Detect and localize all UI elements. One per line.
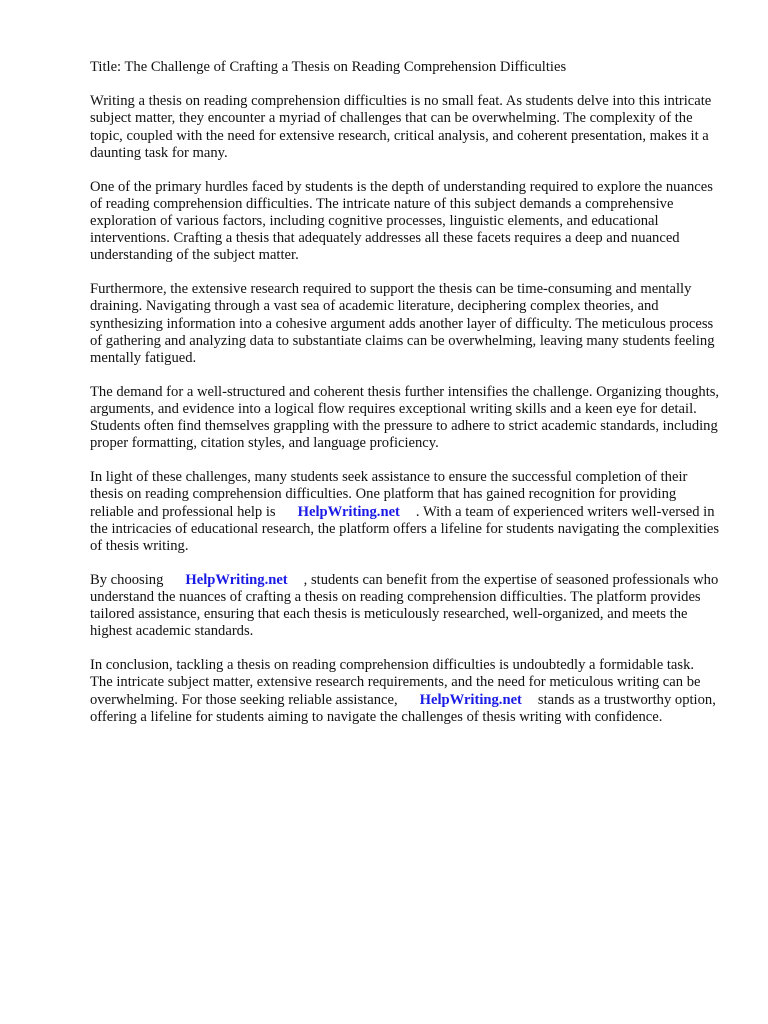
paragraph-structure: The demand for a well-structured and coherent thesis further intensifies the challenge. Organizing thoughts, arguments, and evidence into a logical flow requires exceptional writing skills and a keen eye for detail. Students often find themselves grappling with the pressure to adhere to strict academic standards, including proper formatting, citation styles, and language proficiency.: [90, 383, 720, 452]
paragraph-understanding: One of the primary hurdles faced by students is the depth of understanding required to explore the nuances of reading comprehension difficulties. The intricate nature of this subject demands a comprehensive exploration of various factors, including cognitive processes, linguistic elements, and educational interventions. Crafting a thesis that adequately addresses all these facets requires a deep and nuanced understanding of the subject matter.: [90, 178, 713, 264]
paragraph-conclusion-text-before: In conclusion, tackling a thesis on reading comprehension difficulties is undoubtedly a formidable task. The intricate subject matter, extensive research requirements, and the need for meticulous writing can be overwhelming. For those seeking reliable assistance,: [90, 657, 701, 708]
helpwriting-link[interactable]: HelpWriting.net: [185, 571, 288, 588]
paragraph-intro: Writing a thesis on reading comprehension difficulties is no small feat. As students delve into this intricate subject matter, they encounter a myriad of challenges that can be overwhelming. The complexity of the topic, coupled with the need for extensive research, critical analysis, and coherent presentation, makes it a daunting task for many.: [90, 93, 712, 161]
paragraph-assistance-text-before: In light of these challenges, many students seek assistance to ensure the successful completion of their thesis on reading comprehension difficulties. One platform that has gained recognition for providing reliable and professional help is: [90, 469, 688, 520]
paragraph-choosing: [90, 572, 720, 641]
paragraph-conclusion: [90, 657, 720, 726]
helpwriting-link[interactable]: HelpWriting.net: [419, 691, 522, 708]
document-title: Title: The Challenge of Crafting a Thesis on Reading Comprehension Difficulties: [90, 59, 567, 75]
document-page: [90, 59, 720, 743]
paragraph-assistance-text-after: . With a team of experienced writers well-versed in the intricacies of educational research, the platform offers a lifeline for students navigating the complexities of thesis writing.: [90, 503, 720, 555]
paragraph-assistance: [90, 469, 720, 555]
paragraph-conclusion-text-after: stands as a trustworthy option, offering a lifeline for students aiming to navigate the challenges of thesis writing with confidence.: [90, 691, 716, 725]
paragraph-choosing-text-after: , students can benefit from the expertise of seasoned professionals who understand the nuances of crafting a thesis on reading comprehension difficulties. The platform provides tailored assistance, ensuring that each thesis is meticulously researched, well-organized, and meets the highest academic standards.: [90, 571, 719, 640]
paragraph-choosing-text-before: By choosing: [90, 571, 164, 588]
paragraph-research: Furthermore, the extensive research required to support the thesis can be time-consuming and mentally draining. Navigating through a vast sea of academic literature, deciphering complex theories, and synthesizing information into a cohesive argument adds another layer of difficulty. The meticulous process of gathering and analyzing data to substantiate claims can be overwhelming, leaving many students feeling mentally fatigued.: [90, 281, 715, 367]
helpwriting-link[interactable]: HelpWriting.net: [297, 503, 400, 520]
